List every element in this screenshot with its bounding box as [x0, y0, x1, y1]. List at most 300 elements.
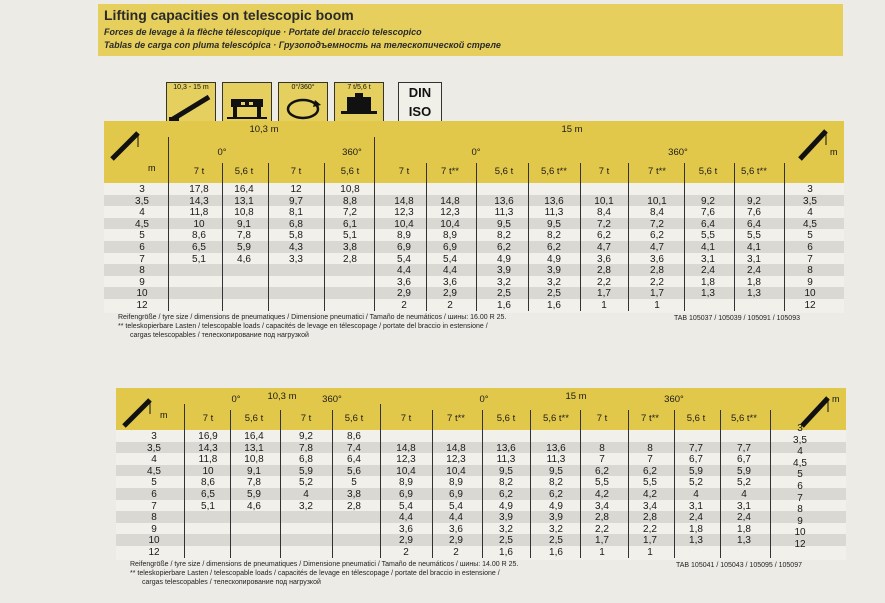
column-divider: [770, 410, 771, 558]
table-cell: 6,2: [547, 242, 561, 253]
table-cell: 7,8: [247, 477, 261, 489]
radius-left: 12: [136, 300, 148, 311]
counterweight-icon: [334, 82, 384, 126]
table-cell: 5,9: [299, 465, 313, 477]
radius-left: 4,5: [147, 465, 161, 477]
radius-unit-left: m: [160, 410, 168, 420]
table-cell: 3,8: [343, 242, 357, 253]
column-divider: [268, 163, 269, 311]
table-cell: 12,3: [446, 454, 466, 466]
column-header: 7 t**: [441, 166, 459, 177]
table-cell: 2: [453, 547, 459, 558]
table-cell: 3,6: [449, 523, 463, 535]
table-cell: 3,9: [547, 265, 561, 277]
radius-left: 8: [139, 265, 145, 277]
column-header: 5,6 t**: [543, 413, 569, 424]
column-divider: [280, 410, 281, 558]
table-cell: 9,1: [247, 465, 261, 477]
column-divider: [374, 163, 375, 311]
angle-0-a: 0°: [217, 147, 227, 158]
column-header: 5,6 t: [698, 166, 718, 177]
table-cell: 16,9: [198, 431, 218, 442]
table-cell: 10,4: [440, 218, 460, 230]
table-cell: 10,1: [594, 195, 614, 207]
table-cell: 3,3: [289, 253, 303, 265]
table-cell: 2,8: [650, 265, 664, 277]
table-cell: 3,2: [299, 500, 313, 512]
table-cell: 8,2: [497, 230, 511, 242]
table-cell: 10,8: [340, 184, 360, 195]
table-body: [104, 183, 844, 313]
radius-right: 7: [797, 492, 803, 504]
column-divider: [426, 163, 427, 311]
boom-length-label: 10,3 - 15 m: [173, 84, 209, 91]
table-cell: 5,9: [237, 242, 251, 253]
table-cell: 7,2: [597, 218, 611, 230]
table-cell: 14,8: [440, 195, 460, 207]
table-cell: 6,2: [650, 230, 664, 242]
table-cell: 9,5: [547, 218, 561, 230]
table-cell: 3,4: [643, 500, 657, 512]
table-cell: 1,8: [737, 523, 751, 535]
table-cell: 6,5: [201, 489, 215, 500]
table-cell: 7,2: [343, 207, 357, 219]
table-header: [116, 388, 846, 430]
table-cell: 10: [193, 218, 205, 230]
table-reference: TAB 105037 / 105039 / 105091 / 105093: [674, 314, 800, 322]
column-header: 7 t: [202, 413, 214, 424]
title-bar: [98, 4, 843, 56]
radius-right: 10: [804, 288, 816, 300]
boom-length-b: 15 m: [561, 124, 583, 135]
table-cell: 3,1: [737, 500, 751, 512]
boom-length-a: 10,3 m: [267, 391, 297, 402]
table-cell: 2,2: [643, 523, 657, 535]
table-cell: 5,2: [299, 477, 313, 489]
table-cell: 4,1: [747, 242, 761, 253]
radius-right: 6: [807, 242, 813, 253]
radius-left: 3: [151, 431, 157, 442]
angle-360-b: 360°: [668, 147, 688, 158]
load-table-1: [104, 121, 844, 381]
table-cell: 11,3: [494, 207, 514, 219]
table-cell: 2,9: [397, 288, 411, 300]
column-header: 7 t: [300, 413, 312, 424]
din-iso-badge: [398, 82, 442, 126]
table-cell: 5,5: [595, 477, 609, 489]
column-header: 7 t: [193, 166, 205, 177]
table-cell: 1,8: [689, 523, 703, 535]
radius-left: 7: [139, 253, 145, 265]
table-cell: 9,5: [499, 465, 513, 477]
boom-icon: [167, 83, 215, 125]
table-cell: 3,6: [443, 276, 457, 288]
column-header: 7 t: [596, 413, 608, 424]
table-cell: 1: [647, 547, 653, 558]
table-cell: 10,4: [394, 218, 414, 230]
radius-right: 8: [807, 265, 813, 277]
table-cell: 8,6: [192, 230, 206, 242]
column-divider: [222, 163, 223, 311]
footnote-telescopable: ** teleskopierbare Lasten / telescopable loads / capacités de levage en télescopage / portate del braccio in estensione /: [118, 322, 488, 330]
table-cell: 6,7: [737, 454, 751, 466]
column-divider: [530, 410, 531, 558]
radius-left: 4: [151, 454, 157, 466]
table-cell: 14,8: [446, 442, 466, 454]
table-cell: 2,5: [549, 535, 563, 547]
table-cell: 4,2: [643, 489, 657, 500]
column-divider: [580, 410, 581, 558]
footnote-telescopable: ** teleskopierbare Lasten / telescopable loads / capacités de levage en télescopage / portate del braccio in estensione /: [130, 569, 500, 577]
table-cell: 6,7: [689, 454, 703, 466]
table-cell: 1,8: [701, 276, 715, 288]
table-cell: 5,9: [689, 465, 703, 477]
table-cell: 8,4: [650, 207, 664, 219]
table-cell: 4,4: [399, 512, 413, 524]
table-cell: 9,7: [289, 195, 303, 207]
group-divider: [380, 404, 381, 430]
table-cell: 5,1: [201, 500, 215, 512]
table-cell: 3,4: [595, 500, 609, 512]
table-cell: 6,9: [449, 489, 463, 500]
table-cell: 17,8: [189, 184, 209, 195]
column-header: 5,6 t: [244, 413, 264, 424]
table-cell: 3,2: [497, 276, 511, 288]
radius-right: 4: [797, 446, 803, 458]
table-cell: 8,6: [347, 431, 361, 442]
table-cell: 1,7: [643, 535, 657, 547]
radius-left: 3,5: [147, 442, 161, 454]
table-cell: 5,4: [397, 253, 411, 265]
table-cell: 4,4: [449, 512, 463, 524]
row-band: [104, 241, 844, 253]
row-band: [104, 195, 844, 207]
column-header: 5,6 t: [234, 166, 254, 177]
table-cell: 13,1: [244, 442, 264, 454]
table-cell: 2,8: [595, 512, 609, 524]
table-cell: 3,1: [701, 253, 715, 265]
column-divider: [528, 163, 529, 311]
table-cell: 5,8: [289, 230, 303, 242]
table-cell: 6,5: [192, 242, 206, 253]
table-cell: 1: [601, 300, 607, 311]
table-cell: 5,1: [192, 253, 206, 265]
radius-left: 10: [136, 288, 148, 300]
table-cell: 1,6: [547, 300, 561, 311]
table-cell: 3,1: [747, 253, 761, 265]
table-cell: 1,8: [747, 276, 761, 288]
column-header: 7 t: [290, 166, 302, 177]
angle-360-a: 360°: [342, 147, 362, 158]
radius-left: 9: [139, 276, 145, 288]
table-cell: 9,5: [549, 465, 563, 477]
table-cell: 13,6: [494, 195, 514, 207]
table-cell: 11,3: [544, 207, 564, 219]
table-cell: 6,2: [497, 242, 511, 253]
table-cell: 13,6: [546, 442, 566, 454]
table-cell: 7: [647, 454, 653, 466]
table-cell: 9,5: [497, 218, 511, 230]
column-header: 5,6 t**: [741, 166, 767, 177]
table-cell: 11,8: [189, 207, 209, 219]
column-header: 7 t: [598, 166, 610, 177]
footnote-tyre: Reifengröße / tyre size / dimensions de pneumatiques / Dimensione pneumatici / Tamaño de neumáticos / шины: 16.00 R 25.: [118, 313, 507, 321]
radius-right: 9: [807, 276, 813, 288]
column-divider: [432, 410, 433, 558]
radius-unit-left: m: [148, 163, 156, 173]
group-divider: [184, 404, 185, 430]
table-cell: 4,9: [499, 500, 513, 512]
radius-right: 6: [797, 481, 803, 492]
table-cell: 8: [647, 442, 653, 454]
table-cell: 2,2: [595, 523, 609, 535]
radius-right: 3,5: [803, 195, 817, 207]
column-divider: [628, 163, 629, 311]
row-band: [104, 218, 844, 230]
column-divider: [580, 163, 581, 311]
radius-right: 10: [794, 527, 806, 539]
table-cell: 6,4: [347, 454, 361, 466]
column-header: 5,6 t: [344, 413, 364, 424]
table-cell: 5,4: [443, 253, 457, 265]
table-cell: 2: [401, 300, 407, 311]
column-header: 5,6 t: [686, 413, 706, 424]
radius-right: 3: [797, 423, 803, 434]
group-divider: [374, 137, 375, 183]
table-cell: 5,1: [343, 230, 357, 242]
table-reference: TAB 105041 / 105043 / 105095 / 105097: [676, 561, 802, 569]
radius-left: 6: [151, 489, 157, 500]
table-cell: 8: [599, 442, 605, 454]
table-cell: 6,8: [289, 218, 303, 230]
table-cell: 5,5: [747, 230, 761, 242]
table-cell: 6,2: [597, 230, 611, 242]
radius-left: 5: [139, 230, 145, 242]
outrigger-icon: [222, 82, 272, 126]
row-band: [104, 264, 844, 276]
table-cell: 4,1: [701, 242, 715, 253]
table-cell: 7: [599, 454, 605, 466]
load-table-2: [116, 388, 846, 603]
table-cell: 6,2: [595, 465, 609, 477]
table-cell: 1,7: [595, 535, 609, 547]
table-cell: 8,9: [399, 477, 413, 489]
radius-right: 12: [804, 300, 816, 311]
table-cell: 2,8: [597, 265, 611, 277]
table-cell: 2,9: [399, 535, 413, 547]
boom-left-icon: [120, 394, 160, 434]
radius-right: 5: [797, 469, 803, 481]
table-cell: 5,9: [737, 465, 751, 477]
table-cell: 4: [693, 489, 699, 500]
table-cell: 10,1: [647, 195, 667, 207]
table-cell: 5,2: [737, 477, 751, 489]
table-cell: 10,4: [446, 465, 466, 477]
table-cell: 4,2: [595, 489, 609, 500]
radius-left: 12: [148, 547, 160, 558]
table-cell: 10,4: [396, 465, 416, 477]
table-cell: 9,1: [237, 218, 251, 230]
column-header: 7 t: [400, 413, 412, 424]
table-cell: 2,4: [737, 512, 751, 524]
table-cell: 3,6: [399, 523, 413, 535]
row-band: [116, 488, 846, 500]
table-cell: 8,6: [201, 477, 215, 489]
iso-label: ISO: [408, 104, 432, 119]
table-cell: 5,6: [347, 465, 361, 477]
page-subtitle-fr-it: Forces de levage à la flèche télescopique · Portate del braccio telescopico: [104, 27, 422, 37]
radius-unit-right: m: [830, 147, 838, 157]
table-cell: 8,1: [289, 207, 303, 219]
radius-right: 3: [807, 184, 813, 195]
page-title: Lifting capacities on telescopic boom: [104, 7, 354, 23]
boom-length-icon: [166, 82, 216, 126]
table-cell: 4,6: [247, 500, 261, 512]
table-cell: 2,4: [701, 265, 715, 277]
table-cell: 1,3: [737, 535, 751, 547]
column-header: 5,6 t: [494, 166, 514, 177]
column-divider: [734, 163, 735, 311]
table-cell: 4,4: [397, 265, 411, 277]
table-cell: 13,1: [234, 195, 254, 207]
column-divider: [324, 163, 325, 311]
table-cell: 12: [290, 184, 302, 195]
table-header: [104, 121, 844, 183]
table-cell: 1,3: [701, 288, 715, 300]
boom-length-a: 10,3 m: [249, 124, 279, 135]
table-cell: 14,3: [189, 195, 209, 207]
table-cell: 3,2: [547, 276, 561, 288]
table-cell: 7,6: [701, 207, 715, 219]
table-cell: 3,9: [497, 265, 511, 277]
table-cell: 2,8: [643, 512, 657, 524]
table-cell: 8,9: [397, 230, 411, 242]
table-cell: 3,1: [689, 500, 703, 512]
footnote-tyre: Reifengröße / tyre size / dimensions de pneumatiques / Dimensione pneumatici / Tamaño de neumáticos / шины: 14.00 R 25.: [130, 560, 519, 568]
table-cell: 6,9: [443, 242, 457, 253]
rotation-icon: [278, 82, 328, 126]
table-cell: 5,5: [701, 230, 715, 242]
table-cell: 1,7: [597, 288, 611, 300]
radius-left: 5: [151, 477, 157, 489]
column-header: 7 t**: [648, 166, 666, 177]
table-cell: 6,9: [399, 489, 413, 500]
boom-length-b: 15 m: [565, 391, 587, 402]
table-cell: 13,6: [496, 442, 516, 454]
table-cell: 8,9: [449, 477, 463, 489]
table-cell: 4,7: [650, 242, 664, 253]
column-divider: [684, 163, 685, 311]
rotation-label: 0°/360°: [291, 84, 315, 91]
radius-right: 7: [807, 253, 813, 265]
table-cell: 4,9: [547, 253, 561, 265]
column-divider: [720, 410, 721, 558]
table-cell: 2: [447, 300, 453, 311]
table-cell: 7,8: [237, 230, 251, 242]
group-divider: [168, 137, 169, 183]
table-cell: 3,2: [549, 523, 563, 535]
table-cell: 8,9: [443, 230, 457, 242]
table-cell: 6,8: [299, 454, 313, 466]
table-cell: 5,4: [449, 500, 463, 512]
angle-0-b: 0°: [471, 147, 481, 158]
table-cell: 7,7: [737, 442, 751, 454]
column-divider: [482, 410, 483, 558]
table-cell: 7,6: [747, 207, 761, 219]
boom-left-icon: [108, 127, 148, 167]
radius-right: 9: [797, 515, 803, 527]
table-cell: 1,3: [747, 288, 761, 300]
table-cell: 1,6: [549, 547, 563, 558]
table-cell: 8,2: [549, 477, 563, 489]
table-cell: 12,3: [440, 207, 460, 219]
radius-right: 4,5: [803, 218, 817, 230]
table-cell: 2: [403, 547, 409, 558]
column-header: 7 t**: [447, 413, 465, 424]
radius-right: 12: [794, 539, 806, 550]
radius-left: 6: [139, 242, 145, 253]
angle-0-b: 0°: [479, 394, 489, 405]
radius-right: 8: [797, 504, 803, 516]
table-cell: 5,4: [399, 500, 413, 512]
column-header: 5,6 t**: [541, 166, 567, 177]
table-cell: 12,3: [396, 454, 416, 466]
table-cell: 6,1: [343, 218, 357, 230]
angle-0-a: 0°: [231, 394, 241, 405]
table-cell: 11,3: [496, 454, 516, 466]
radius-left: 7: [151, 500, 157, 512]
table-cell: 16,4: [234, 184, 254, 195]
table-cell: 2,8: [347, 500, 361, 512]
table-cell: 14,8: [396, 442, 416, 454]
table-cell: 16,4: [244, 431, 264, 442]
table-cell: 7,4: [347, 442, 361, 454]
table-cell: 8,8: [343, 195, 357, 207]
column-divider: [332, 410, 333, 558]
radius-unit-right: m: [832, 394, 840, 404]
column-header: 7 t**: [641, 413, 659, 424]
table-cell: 1,3: [689, 535, 703, 547]
table-cell: 3,9: [549, 512, 563, 524]
table-cell: 2,8: [343, 253, 357, 265]
table-cell: 8,2: [499, 477, 513, 489]
table-cell: 9,2: [701, 195, 715, 207]
radius-right: 4,5: [793, 457, 807, 469]
radius-right: 3,5: [793, 434, 807, 446]
column-header: 5,6 t**: [731, 413, 757, 424]
table-cell: 6,4: [701, 218, 715, 230]
table-cell: 2,9: [449, 535, 463, 547]
table-cell: 5,9: [247, 489, 261, 500]
table-cell: 6,9: [397, 242, 411, 253]
table-cell: 11,8: [198, 454, 218, 466]
column-divider: [184, 410, 185, 558]
column-divider: [380, 410, 381, 558]
table-cell: 4,4: [443, 265, 457, 277]
table-cell: 8,2: [547, 230, 561, 242]
footnote-cargas: cargas telescopables / телескопирование под нагрузкой: [142, 578, 321, 586]
table-cell: 6,2: [549, 489, 563, 500]
table-cell: 1,6: [497, 300, 511, 311]
radius-left: 4,5: [135, 218, 149, 230]
table-cell: 2,2: [650, 276, 664, 288]
column-divider: [674, 410, 675, 558]
row-band: [104, 287, 844, 299]
table-cell: 4: [303, 489, 309, 500]
table-cell: 4,9: [549, 500, 563, 512]
table-cell: 4: [741, 489, 747, 500]
table-cell: 2,9: [443, 288, 457, 300]
